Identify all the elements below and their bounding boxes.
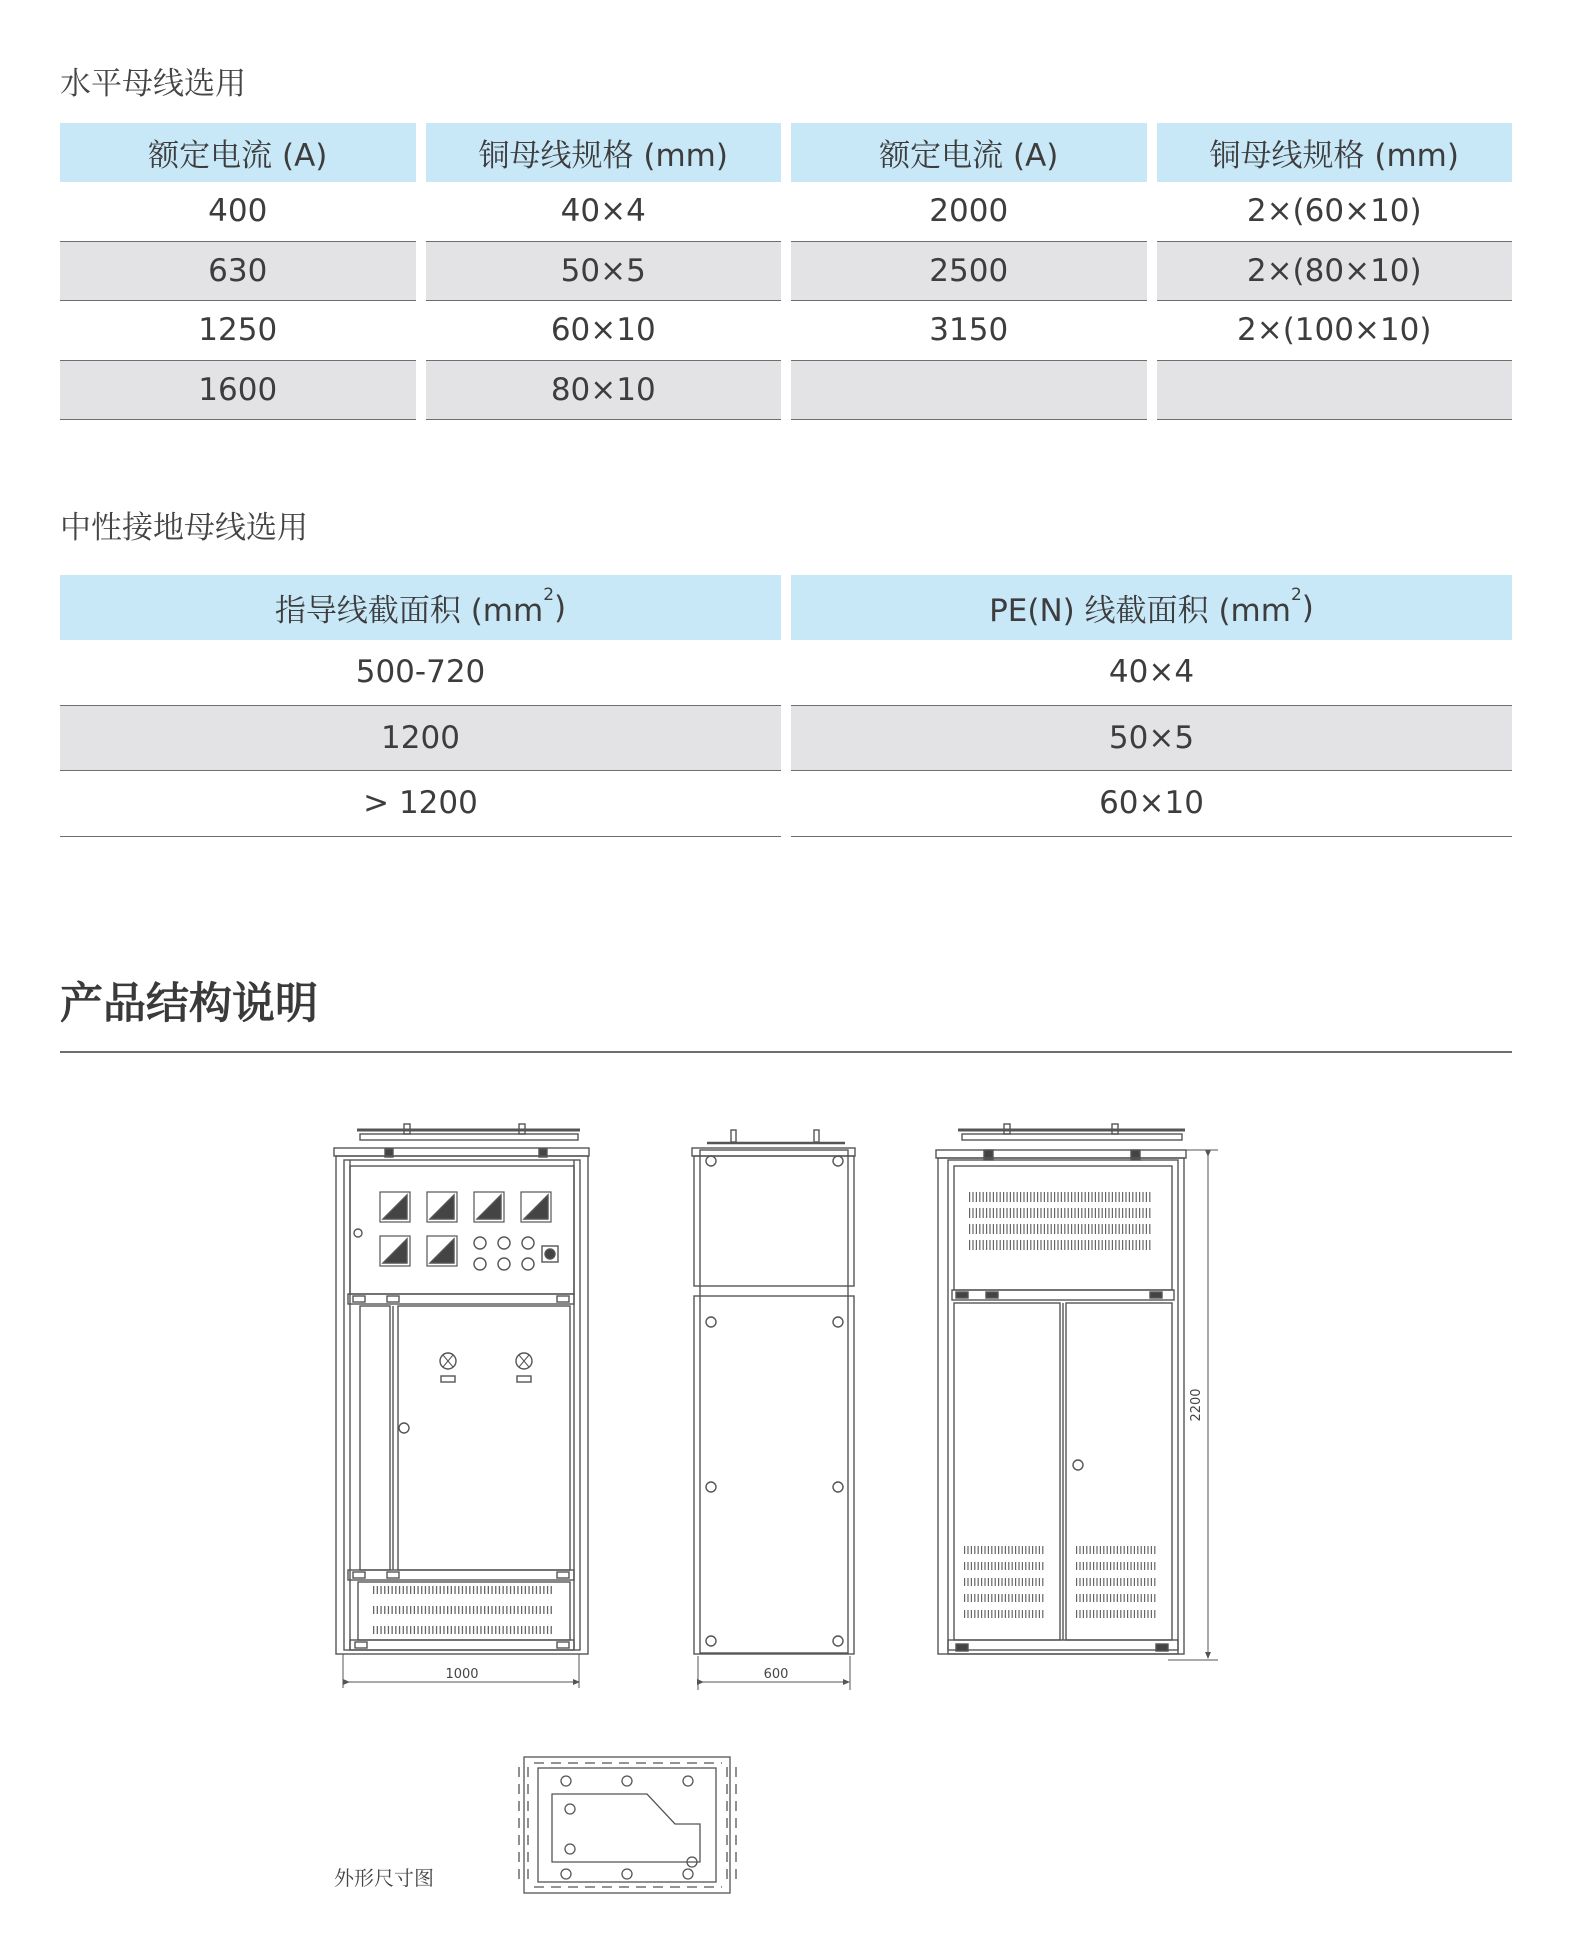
busbar-table-cell: 60×10 [426,301,782,361]
busbar-section-title: 水平母线选用 [60,66,246,102]
busbar-header-cell: 额定电流 (A) [791,123,1147,182]
side-view [692,1130,855,1690]
neutral-header-text: PE(N) 线截面积 (mm [989,593,1291,629]
structure-section-title: 产品结构说明 [60,979,318,1029]
busbar-header-cell: 铜母线规格 (mm) [426,123,782,182]
neutral-table-cell: 500-720 [60,640,781,706]
busbar-table-cell: 40×4 [426,182,782,242]
busbar-header-cell: 额定电流 (A) [60,123,416,182]
busbar-table-cell: 50×5 [426,242,782,302]
busbar-table-cell: 2×(100×10) [1157,301,1513,361]
superscript: 2 [543,584,555,605]
neutral-table-cell: > 1200 [60,771,781,837]
busbar-table-cell: 2×(60×10) [1157,182,1513,242]
busbar-table-cell: 2×(80×10) [1157,242,1513,302]
busbar-table-cell: 2000 [791,182,1147,242]
neutral-table-cell: 60×10 [791,771,1512,837]
dimension-height: 2200 [1189,1388,1204,1422]
front-view [334,1124,589,1688]
busbar-header-cell: 铜母线规格 (mm) [1157,123,1513,182]
dimension-depth-side: 600 [763,1667,789,1682]
figure-caption: 外形尺寸图 [334,1866,434,1890]
neutral-header-close: ) [554,589,567,626]
neutral-table-cell: 1200 [60,706,781,772]
busbar-table-cell: 2500 [791,242,1147,302]
busbar-table-cell: 630 [60,242,416,302]
busbar-table-cell: 400 [60,182,416,242]
busbar-table-cell: 80×10 [426,361,782,421]
neutral-section-title: 中性接地母线选用 [60,510,308,546]
busbar-table-cell: 1600 [60,361,416,421]
rear-view [936,1124,1218,1660]
neutral-header-close: ) [1301,589,1314,626]
superscript: 2 [1290,584,1302,605]
base-plan-view [519,1757,736,1893]
neutral-table-cell: 40×4 [791,640,1512,706]
neutral-table-cell: 50×5 [791,706,1512,772]
busbar-table-cell: 3150 [791,301,1147,361]
busbar-table-cell: 1250 [60,301,416,361]
neutral-header-text: 指导线截面积 (mm [274,593,544,629]
dimension-width-front: 1000 [445,1667,479,1682]
